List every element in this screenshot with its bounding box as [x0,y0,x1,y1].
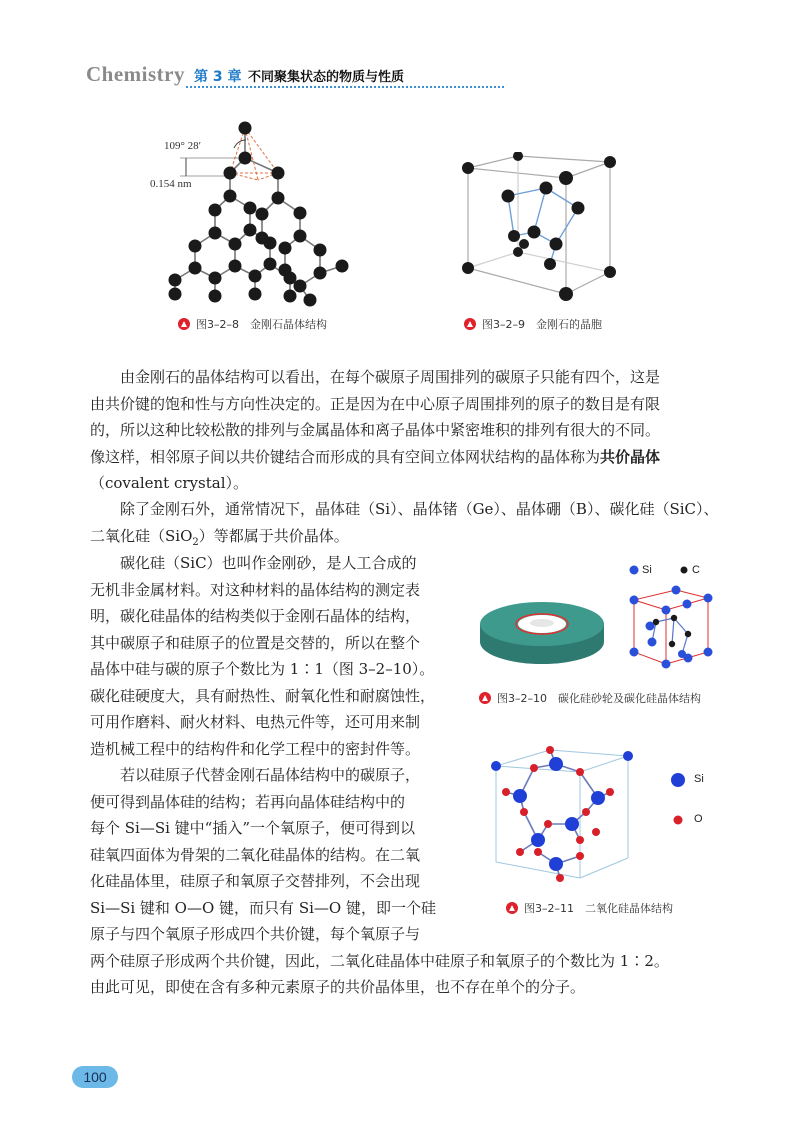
text-span: 二氧化硅（SiO [90,526,193,545]
caption-marker-icon [178,318,190,330]
text-line: 硅氧四面体为骨架的二氧化硅晶体的结构。在二氧 [90,845,421,864]
caption-text: 图3–2–10 碳化硅砂轮及碳化硅晶体结构 [497,692,701,705]
text-line: 其中碳原子和硅原子的位置是交替的，所以在整个 [90,633,421,652]
grinding-wheel-image [480,602,604,664]
caption-marker-icon [479,692,491,704]
text-line: 无机非金属材料。对这种材料的晶体结构的测定表 [90,580,421,599]
text-line: 由此可见，即使在含有多种元素原子的共价晶体里，也不存在单个的分子。 [90,978,586,996]
caption-fig-3-2-10 [479,690,701,706]
paragraph-1 [90,364,730,497]
caption-text: 图3–2–8 金刚石晶体结构 [196,318,327,331]
text-line: （covalent crystal）。 [90,474,248,492]
text-line: 明，碳化硅晶体的结构类似于金刚石晶体的结构， [90,607,421,625]
caption-marker-icon [464,318,476,330]
caption-fig-3-2-8 [178,316,327,332]
text-line [90,444,730,471]
bond-length-label: 0.154 nm [150,178,192,190]
text-line: 除了金刚石外，通常情况下，晶体硅（Si）、晶体锗（Ge）、晶体硼（B）、碳化硅（SiC）、 [120,500,719,518]
caption-text: 图3–2–11 二氧化硅晶体结构 [524,902,673,915]
caption-marker-icon [506,902,518,914]
page-header [86,60,426,90]
text-span: 像这样，相邻原子间以共价键结合而形成的具有空间立体网状结构的晶体称为 [90,447,601,466]
text-line: 化硅晶体里，硅原子和氧原子交替排列，不会出现 [90,872,421,890]
paragraph-3 [90,550,470,762]
caption-fig-3-2-9 [464,316,602,332]
sic-wheel-and-structure [476,560,726,680]
text-line: 造机械工程中的结构件和化学工程中的密封件等。 [90,739,421,758]
text-span: ）等都属于共价晶体。 [198,526,349,545]
text-line: 可用作磨料、耐火材料、电热元件等，还可用来制 [90,713,421,731]
legend-c: C [692,564,700,576]
text-line: 由金刚石的晶体结构可以看出，在每个碳原子周围排列的碳原子只能有四个，这是 [120,368,661,386]
figure-diamond-structure [150,118,365,308]
legend-si: Si [694,773,704,785]
caption-fig-3-2-11 [506,900,673,916]
legend-o: O [694,813,703,825]
chapter-number: 第 3 章 [194,69,242,85]
legend-si: Si [642,564,652,576]
figure-diamond-unit-cell [458,152,630,302]
book-brand: Chemistry [86,62,185,86]
bond-angle-label: 109° 28′ [164,140,202,152]
sic-structure-diagram [630,566,713,669]
text-line: 若以硅原子代替金刚石晶体结构中的碳原子， [120,766,421,784]
header-divider [186,86,504,88]
text-line: 两个硅原子形成两个共价键，因此，二氧化硅晶体中硅原子和氧原子的个数比为 1∶2。 [90,951,669,970]
key-term: 共价晶体 [600,447,661,466]
text-line: 原子与四个氧原子形成四个共价键，每个氧原子与 [90,925,421,943]
diamond-unit-cell-diagram [458,152,630,302]
paragraph-2 [90,496,730,556]
text-line: 碳化硅硬度大，具有耐热性、耐氧化性和耐腐蚀性， [90,686,436,705]
page-number: 100 [72,1066,118,1088]
text-line: 晶体中硅与碳的原子个数比为 1∶1（图 3–2–10）。 [90,660,435,678]
sio2-structure-diagram [490,740,720,890]
chapter-title: 不同聚集状态的物质与性质 [248,70,405,85]
figure-sic [476,560,726,680]
figure-sio2 [490,740,720,890]
text-line: 碳化硅（SiC）也叫作金刚砂，是人工合成的 [120,554,417,572]
text-line: 每个 Si—Si 键中“插入”一个氧原子，便可得到以 [90,819,416,837]
subscript: 2 [192,536,199,548]
text-line: 由共价键的饱和性与方向性决定的。正是因为在中心原子周围排列的原子的数目是有限 [90,394,661,413]
text-line: 的，所以这种比较松散的排列与金属晶体和离子晶体中紧密堆积的排列有很大的不同。 [90,421,661,439]
caption-text: 图3–2–9 金刚石的晶胞 [482,318,602,331]
text-line: Si—Si 键和 O—O 键，而只有 Si—O 键，即一个硅 [90,898,436,917]
text-line: 便可得到晶体硅的结构；若再向晶体硅结构中的 [90,792,406,811]
